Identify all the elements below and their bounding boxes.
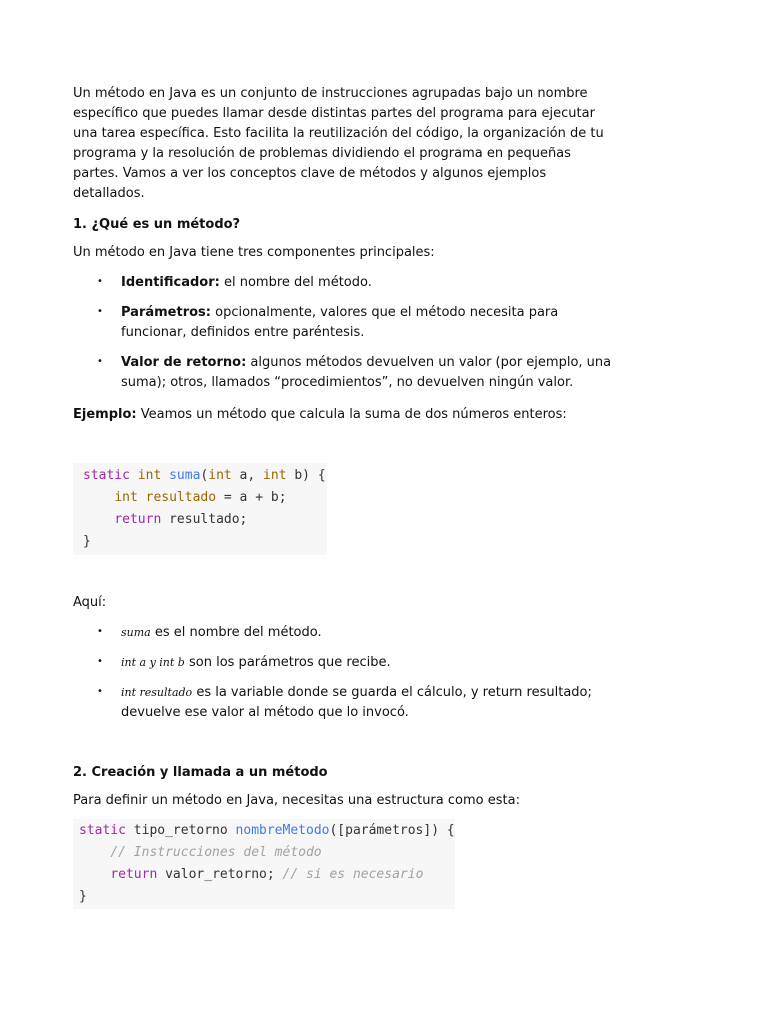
list-item: • suma es el nombre del método. [73,623,613,643]
list-item: • Parámetros: opcionalmente, valores que el método necesita para funcionar, definidos entre paréntesis. [73,303,613,343]
components-list [73,273,613,393]
document-body [73,84,613,909]
intro-paragraph: Un método en Java es un conjunto de instrucciones agrupadas bajo un nombre específico que puedes llamar desde distintas partes del programa para ejecutar una tarea específica. Esto facilita la reutilización del código, la organización de tu programa y la resolución de problemas dividiendo el programa en pequeñas partes. Vamos a ver los conceptos clave de métodos y algunos ejemplos detallados. [73,86,604,201]
example-paragraph: Ejemplo: Veamos un método que calcula la suma de dos números enteros: [73,407,567,422]
list-item: • int a y int b son los parámetros que recibe. [73,653,613,673]
code-block-suma: static int suma(int a, int b) { int resultado = a + b; return resultado; } [73,463,327,555]
list-item: • Valor de retorno: algunos métodos devuelven un valor (por ejemplo, una suma); otros, llamados “procedimientos”, no devuelven ningún valor. [73,353,613,393]
code-block-structure: static tipo_retorno nombreMetodo([parámetros]) { // Instrucciones del método return valor_retorno; // si es necesario } [73,819,455,909]
section-1-lead: Un método en Java tiene tres componentes principales: [73,245,435,260]
section-1-heading: 1. ¿Qué es un método? [73,217,241,232]
section-2-heading: 2. Creación y llamada a un método [73,765,328,780]
list-item: • int resultado es la variable donde se guarda el cálculo, y return resultado; devuelve ese valor al método que lo invocó. [73,683,613,723]
explanation-list [73,623,613,723]
section-2-lead: Para definir un método en Java, necesitas una estructura como esta: [73,793,520,808]
list-item: • Identificador: el nombre del método. [73,273,613,293]
aqui-label: Aquí: [73,595,107,610]
